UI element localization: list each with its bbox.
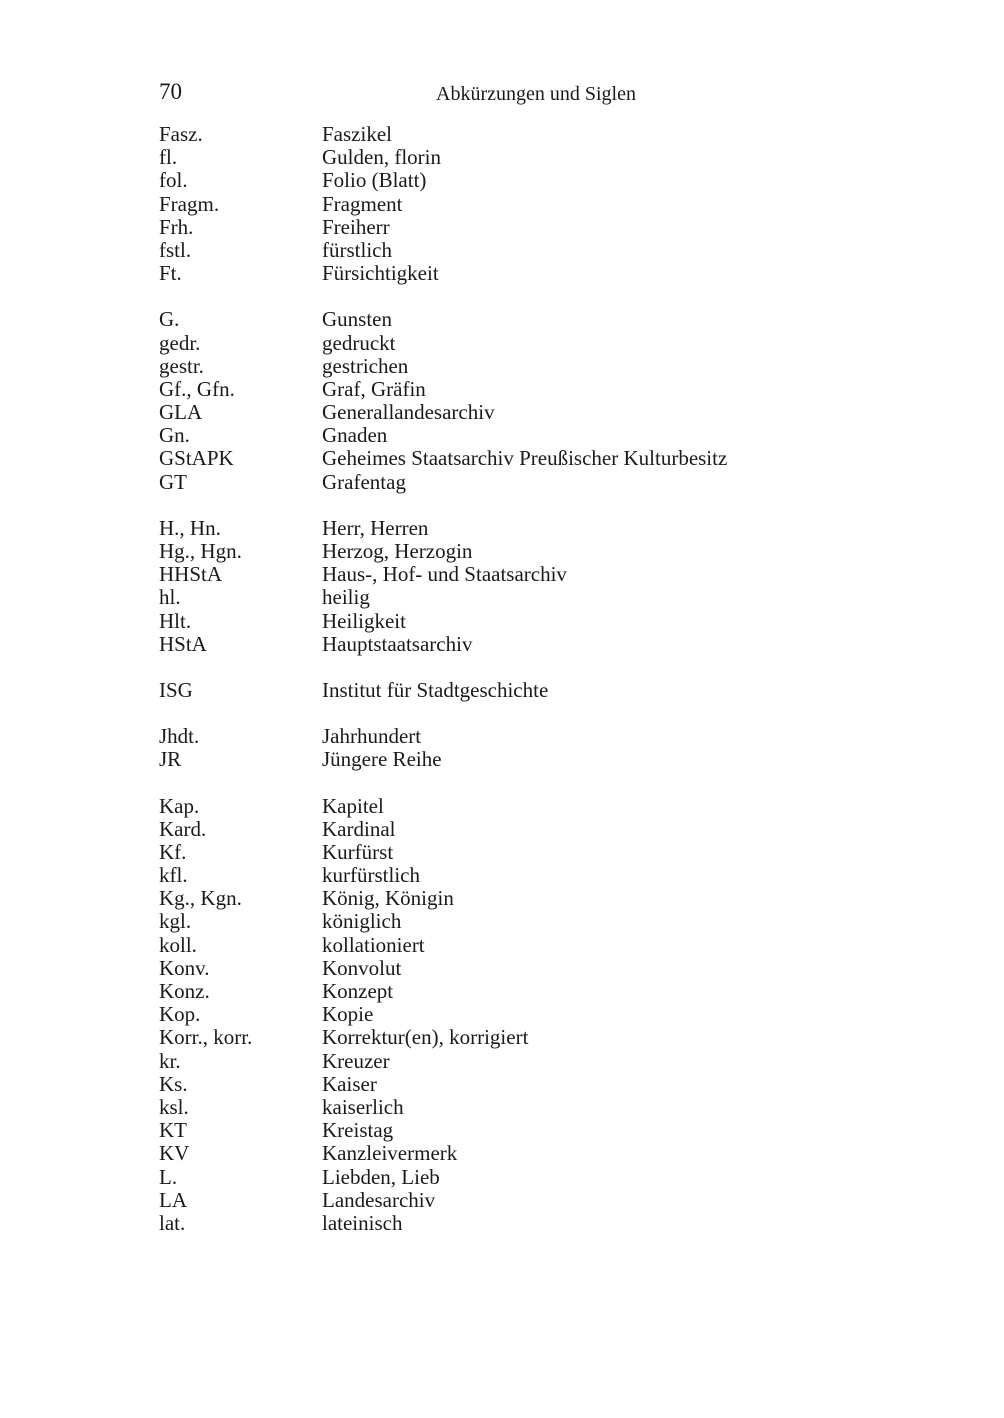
expansion: Fürsichtigkeit [322, 261, 439, 286]
expansion: kollationiert [322, 932, 425, 957]
abbreviation-group [159, 679, 859, 702]
list-item [159, 308, 859, 331]
list-item [159, 239, 859, 262]
list-item [159, 980, 859, 1003]
abbreviation: GStAPK [159, 446, 234, 471]
abbreviation: Jhdt. [159, 724, 200, 749]
expansion: Gulden, florin [322, 145, 441, 170]
abbreviation: Fasz. [159, 122, 203, 146]
expansion: Kapitel [322, 793, 384, 818]
list-item [159, 1003, 859, 1026]
expansion: Korrektur(en), korrigiert [322, 1025, 529, 1050]
expansion: kurfürstlich [322, 863, 420, 888]
list-item [159, 146, 859, 169]
abbreviation-group [159, 308, 859, 494]
expansion: Freiherr [322, 214, 390, 239]
expansion: Kreuzer [322, 1048, 390, 1073]
abbreviation: kr. [159, 1048, 181, 1073]
abbreviation: ISG [159, 677, 193, 702]
expansion: Konvolut [322, 955, 402, 980]
abbreviation: lat. [159, 1210, 186, 1235]
list-item [159, 841, 859, 864]
list-item [159, 1142, 859, 1165]
expansion: Kardinal [322, 816, 396, 841]
expansion: Grafentag [322, 469, 406, 494]
expansion: kaiserlich [322, 1094, 404, 1119]
abbreviation: KT [159, 1118, 187, 1143]
list-item [159, 123, 859, 146]
expansion: Liebden, Lieb [322, 1164, 440, 1189]
list-item [159, 887, 859, 910]
abbreviation: Konv. [159, 955, 210, 980]
abbreviation: Ks. [159, 1071, 188, 1096]
expansion: Institut für Stadtgeschichte [322, 677, 549, 702]
list-item [159, 1189, 859, 1212]
abbreviation: Fragm. [159, 191, 220, 216]
expansion: Heiligkeit [322, 608, 406, 633]
list-item [159, 401, 859, 424]
abbreviation: Kf. [159, 839, 187, 864]
list-item [159, 748, 859, 771]
expansion: Kanzleivermerk [322, 1141, 458, 1166]
abbreviation: fl. [159, 145, 178, 170]
list-item [159, 1119, 859, 1142]
list-item [159, 679, 859, 702]
expansion: Graf, Gräfin [322, 376, 426, 401]
abbreviation: kgl. [159, 909, 192, 934]
expansion: Landesarchiv [322, 1187, 436, 1212]
abbreviation: Ft. [159, 261, 182, 286]
list-item [159, 910, 859, 933]
running-title: Abkürzungen und Siglen [436, 83, 636, 105]
expansion: Gunsten [322, 307, 392, 332]
abbreviation: Kg., Kgn. [159, 886, 242, 911]
abbreviation: Korr., korr. [159, 1025, 253, 1050]
abbreviation: HStA [159, 631, 207, 656]
abbreviation: JR [159, 747, 182, 772]
expansion: Hauptstaatsarchiv [322, 631, 473, 656]
abbreviation: LA [159, 1187, 187, 1212]
expansion: König, Königin [322, 886, 454, 911]
expansion: Fragment [322, 191, 403, 216]
expansion: Herzog, Herzogin [322, 539, 473, 563]
expansion: Geheimes Staatsarchiv Preußischer Kulturbesitz [322, 446, 728, 471]
list-item [159, 1026, 859, 1049]
abbreviation: Kard. [159, 816, 207, 841]
abbreviation: Frh. [159, 214, 194, 239]
list-item [159, 1166, 859, 1189]
list-item [159, 169, 859, 192]
page-number: 70 [159, 79, 182, 104]
list-item [159, 424, 859, 447]
expansion: Kurfürst [322, 839, 394, 864]
list-item [159, 934, 859, 957]
abbreviation: ksl. [159, 1094, 189, 1119]
list-item [159, 262, 859, 285]
expansion: Jüngere Reihe [322, 747, 442, 772]
abbreviation: G. [159, 307, 180, 332]
list-item [159, 864, 859, 887]
list-item [159, 332, 859, 355]
list-item [159, 1073, 859, 1096]
expansion: heilig [322, 585, 370, 610]
expansion: Konzept [322, 979, 394, 1003]
abbreviation: Hlt. [159, 608, 192, 633]
abbreviation: Hg., Hgn. [159, 539, 242, 563]
list-item [159, 957, 859, 980]
list-item [159, 216, 859, 239]
expansion: Folio (Blatt) [322, 168, 427, 193]
expansion: Faszikel [322, 122, 392, 146]
list-item [159, 563, 859, 586]
list-item [159, 517, 859, 540]
abbreviation: fstl. [159, 237, 192, 262]
abbreviation: H., Hn. [159, 515, 221, 540]
expansion: gedruckt [322, 330, 396, 355]
expansion: Kaiser [322, 1071, 377, 1096]
list-item [159, 795, 859, 818]
expansion: Jahrhundert [322, 724, 422, 749]
expansion: Kreistag [322, 1118, 394, 1143]
list-item [159, 633, 859, 656]
abbreviation-list [159, 123, 859, 1235]
page-header [159, 78, 759, 108]
list-item [159, 610, 859, 633]
expansion: Gnaden [322, 423, 388, 448]
abbreviation: hl. [159, 585, 181, 610]
abbreviation: Gf., Gfn. [159, 376, 235, 401]
abbreviation: L. [159, 1164, 178, 1189]
list-item [159, 725, 859, 748]
list-item [159, 1212, 859, 1235]
abbreviation: Gn. [159, 423, 190, 448]
abbreviation: gestr. [159, 353, 204, 378]
expansion: Haus-, Hof- und Staatsarchiv [322, 562, 567, 587]
list-item [159, 1096, 859, 1119]
abbreviation-group [159, 795, 859, 1236]
expansion: fürstlich [322, 237, 392, 262]
abbreviation: kfl. [159, 863, 188, 888]
expansion: Herr, Herren [322, 515, 429, 540]
expansion: gestrichen [322, 353, 409, 378]
list-item [159, 447, 859, 470]
list-item [159, 193, 859, 216]
expansion: Kopie [322, 1002, 374, 1027]
abbreviation-group [159, 725, 859, 771]
list-item [159, 355, 859, 378]
list-item [159, 1050, 859, 1073]
list-item [159, 540, 859, 563]
abbreviation-group [159, 123, 859, 285]
abbreviation-group [159, 517, 859, 656]
expansion: königlich [322, 909, 402, 934]
abbreviation: KV [159, 1141, 190, 1166]
abbreviation: gedr. [159, 330, 201, 355]
list-item [159, 471, 859, 494]
list-item [159, 378, 859, 401]
list-item [159, 586, 859, 609]
expansion: Generallandesarchiv [322, 400, 495, 425]
abbreviation: HHStA [159, 562, 223, 587]
abbreviation: koll. [159, 932, 197, 957]
abbreviation: GLA [159, 400, 203, 425]
list-item [159, 818, 859, 841]
abbreviation: Konz. [159, 979, 210, 1003]
expansion: lateinisch [322, 1210, 403, 1235]
abbreviation: GT [159, 469, 187, 494]
abbreviation: fol. [159, 168, 188, 193]
abbreviation: Kop. [159, 1002, 201, 1027]
abbreviation: Kap. [159, 793, 200, 818]
